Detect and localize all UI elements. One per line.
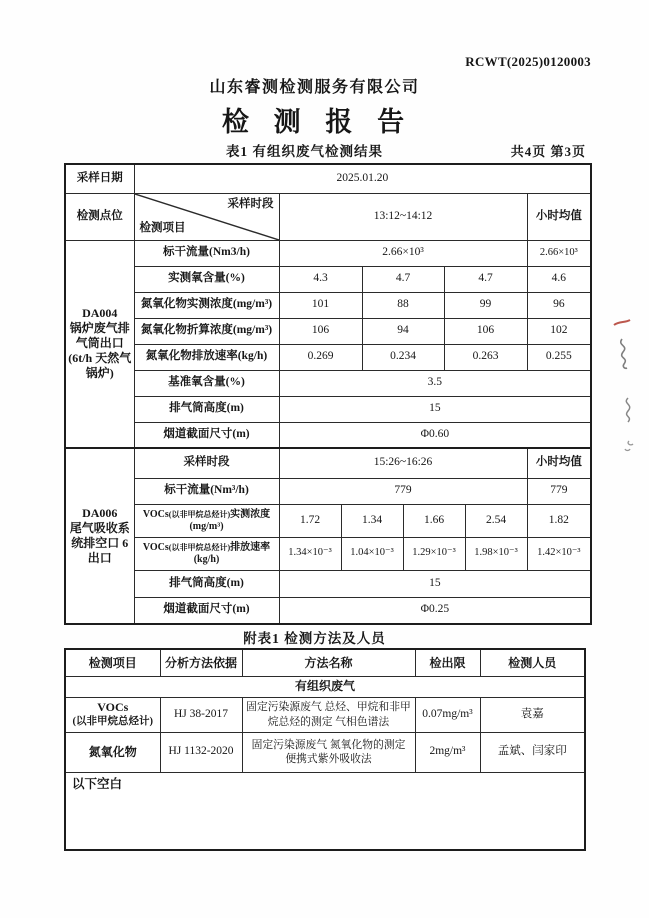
- table-row: [65, 193, 591, 240]
- table-row: [65, 422, 591, 448]
- row-value: 0.234: [362, 344, 444, 370]
- row-value: 106: [444, 318, 527, 344]
- column-header: 检测项目: [65, 649, 160, 676]
- row-value: Φ0.25: [279, 597, 591, 624]
- row-value: 0.269: [279, 344, 362, 370]
- method-basis: HJ 1132-2020: [160, 732, 242, 772]
- sampling-period-1: 13:12~14:12: [279, 193, 527, 240]
- row-label: 标干流量(Nm3/h): [134, 240, 279, 266]
- table-row: [65, 504, 591, 537]
- hourly-value: 96: [527, 292, 591, 318]
- analyte-name: 氮氧化物: [65, 732, 160, 772]
- voc-prefix: VOCs: [142, 541, 169, 553]
- table-row: [65, 292, 591, 318]
- sampling-date-value: 2025.01.20: [134, 164, 591, 193]
- hourly-value: 0.255: [527, 344, 591, 370]
- diagonal-header-cell: [134, 193, 279, 240]
- voc-suffix: 实测浓度: [230, 508, 271, 520]
- table-row: [65, 370, 591, 396]
- period-row-label: 采样时段: [134, 448, 279, 478]
- row-value: 99: [444, 292, 527, 318]
- table-row: [65, 676, 585, 697]
- table-row: [65, 164, 591, 193]
- row-label: 烟道截面尺寸(m): [134, 597, 279, 624]
- voc-prefix: VOCs: [142, 508, 169, 520]
- row-label: 排气筒高度(m): [134, 570, 279, 597]
- row-value: 2.54: [465, 504, 527, 537]
- row-label: 氮氧化物折算浓度(mg/m³): [134, 318, 279, 344]
- hourly-average-label: 小时均值: [527, 193, 591, 240]
- method-name: 固定污染源废气 氮氧化物的测定 便携式紫外吸收法: [242, 732, 415, 772]
- column-header: 检出限: [415, 649, 480, 676]
- table-row: [65, 732, 585, 772]
- sampling-period-2: 15:26~16:26: [279, 448, 527, 478]
- row-value: 15: [279, 570, 591, 597]
- margin-handwriting-marks: [598, 315, 646, 465]
- tester-names: 袁嘉: [480, 697, 585, 732]
- methods-table: [64, 648, 586, 851]
- hourly-value: 1.82: [527, 504, 591, 537]
- table-row: [65, 649, 585, 676]
- point-note: (6t/h 天然气锅炉): [68, 351, 132, 381]
- hourly-value: 1.42×10⁻³: [527, 537, 591, 570]
- table-row: [65, 240, 591, 266]
- company-name: 山东睿测检测服务有限公司: [209, 79, 420, 96]
- report-title: 检 测 报 告: [221, 107, 414, 137]
- voc-paren: (以非甲烷总烃计): [168, 542, 231, 552]
- row-label: 氮氧化物排放速率(kg/h): [134, 344, 279, 370]
- row-label: 基准氧含量(%): [134, 370, 279, 396]
- row-label: 标干流量(Nm³/h): [134, 478, 279, 504]
- table-row: [65, 570, 591, 597]
- row-value: 106: [279, 318, 362, 344]
- group-header: 有组织废气: [65, 676, 585, 697]
- row-value: 1.04×10⁻³: [341, 537, 403, 570]
- sampling-date-label: 采样日期: [65, 164, 134, 193]
- detection-limit: 0.07mg/m³: [415, 697, 480, 732]
- blank-below-note: 以下空白: [65, 772, 585, 850]
- table2-caption: 附表1 检测方法及人员: [243, 631, 386, 646]
- table-row: [65, 318, 591, 344]
- hourly-value: 102: [527, 318, 591, 344]
- results-table: [64, 163, 592, 625]
- row-label-voc: [134, 537, 279, 570]
- column-header: 方法名称: [242, 649, 415, 676]
- table-row: [65, 448, 591, 478]
- hourly-value: 2.66×10³: [527, 240, 591, 266]
- point-desc: 锅炉废气排气筒出口: [69, 321, 130, 351]
- detection-limit: 2mg/m³: [415, 732, 480, 772]
- point-da004: [65, 240, 134, 448]
- row-value: 1.66: [403, 504, 465, 537]
- column-header: 检测人员: [480, 649, 585, 676]
- row-label: 排气筒高度(m): [134, 396, 279, 422]
- table-row: [65, 266, 591, 292]
- row-value: 3.5: [279, 370, 591, 396]
- analyte-main: VOCs: [97, 700, 129, 715]
- voc-suffix: 排放速率: [230, 541, 271, 553]
- column-header: 分析方法依据: [160, 649, 242, 676]
- row-label: 实测氧含量(%): [134, 266, 279, 292]
- table-row: [65, 478, 591, 504]
- analyte-sub: (以非甲烷总烃计): [72, 716, 153, 728]
- diagonal-bottom-label: 检测项目: [139, 221, 186, 234]
- voc-paren: (以非甲烷总烃计): [168, 509, 231, 519]
- method-name: 固定污染源废气 总烃、甲烷和非甲烷总烃的测定 气相色谱法: [242, 697, 415, 732]
- row-value: 1.98×10⁻³: [465, 537, 527, 570]
- page-indicator: 共4页 第3页: [510, 144, 586, 159]
- row-value: Φ0.60: [279, 422, 591, 448]
- report-number: RCWT(2025)0120003: [465, 54, 591, 69]
- row-value: 1.34: [341, 504, 403, 537]
- row-value: 15: [279, 396, 591, 422]
- row-value: 101: [279, 292, 362, 318]
- table-row: [65, 537, 591, 570]
- row-value: 4.7: [444, 266, 527, 292]
- row-label: 烟道截面尺寸(m): [134, 422, 279, 448]
- table-row: [65, 772, 585, 850]
- row-value: 0.263: [444, 344, 527, 370]
- diagonal-top-label: 采样时段: [227, 197, 274, 210]
- point-da006: [65, 448, 134, 624]
- table-row: [65, 697, 585, 732]
- table-row: [65, 344, 591, 370]
- row-value: 88: [362, 292, 444, 318]
- row-label: 氮氧化物实测浓度(mg/m³): [134, 292, 279, 318]
- method-basis: HJ 38-2017: [160, 697, 242, 732]
- row-value: 94: [362, 318, 444, 344]
- tester-names: 孟斌、闫家印: [480, 732, 585, 772]
- voc-unit: (kg/h): [193, 553, 220, 565]
- hourly-value: 4.6: [527, 266, 591, 292]
- voc-unit: (mg/m³): [189, 520, 224, 532]
- point-code: DA004: [82, 306, 118, 321]
- table-row: [65, 396, 591, 422]
- analyte-name: [65, 697, 160, 732]
- row-value: 1.72: [279, 504, 341, 537]
- point-column-label: 检测点位: [65, 193, 134, 240]
- hourly-value: 779: [527, 478, 591, 504]
- row-label-voc: [134, 504, 279, 537]
- row-value: 1.29×10⁻³: [403, 537, 465, 570]
- table1-caption: 表1 有组织废气检测结果: [225, 144, 384, 159]
- point-desc: 尾气吸收系统排空口 6 出口: [69, 521, 130, 565]
- point-code: DA006: [82, 506, 118, 520]
- row-value: 779: [279, 478, 527, 504]
- table-row: [65, 597, 591, 624]
- row-value: 4.3: [279, 266, 362, 292]
- row-value: 4.7: [362, 266, 444, 292]
- row-value: 1.34×10⁻³: [279, 537, 341, 570]
- hourly-average-label: 小时均值: [527, 448, 591, 478]
- row-value: 2.66×10³: [279, 240, 527, 266]
